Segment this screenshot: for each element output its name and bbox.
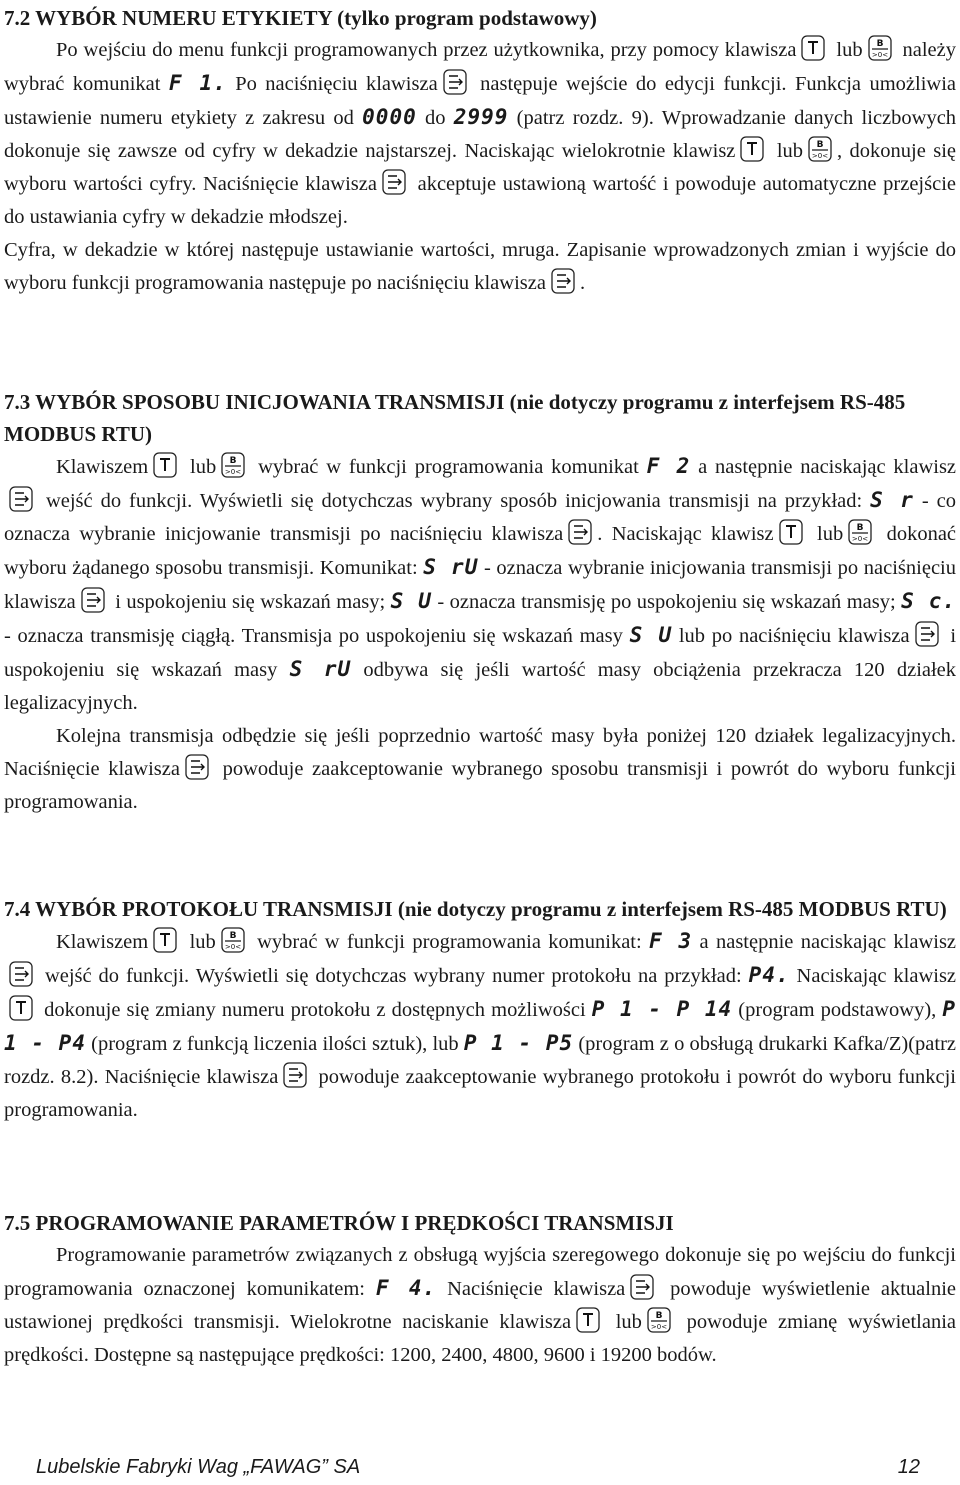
text-run: wejść do funkcji. Wyświetli się dotychczas wybrany numer protokołu na przykład: [44,965,742,987]
text-run: (program podstawowy), [738,999,937,1021]
print-enter-key-icon [915,621,939,647]
text-run: . [579,272,586,294]
text-run: a następnie naciskając klawisz [699,931,957,953]
text-run: Po wejściu do menu funkcji programowanych przez użytkownika, przy pomocy klawisza [56,39,797,61]
display-message: S U [390,589,432,613]
display-message: P4. [748,963,790,987]
display-message: 0000 [362,105,417,129]
text-run: (patrz rozdz. 9). Wprowadzanie danych liczbowych dokonuje się zawsze od cyfry w dekadzie najstarszej. Naciskając wielokrotnie klawisz [4,107,957,162]
print-enter-key-icon [630,1274,654,1300]
section-heading: 7.4 WYBÓR PROTOKOŁU TRANSMISJI (nie dotyczy programu z interfejsem RS-485 MODBUS RTU) [4,897,947,921]
text-run: wybrać w funkcji programowania komunikat: [257,931,642,953]
page-footer [36,1456,920,1479]
print-enter-key-icon [382,169,406,195]
svg-text:B: B [229,931,237,941]
tare-key-icon [9,995,33,1021]
text-run: lub po naciśnięciu klawisza [678,625,910,647]
svg-text:B: B [816,140,824,150]
text-run: (program z funkcją liczenia ilości sztuk), lub [91,1033,459,1055]
section-7-4 [4,893,956,1127]
paragraph [4,234,956,300]
text-run: Kolejna transmisja odbędzie się jeśli poprzednio wartość masy była poniżej 120 działek legalizacyjnych. Naciśnięcie klawisza [4,725,956,780]
text-run: (program z o obsługą drukarki Kafka/Z)(patrz rozdz. 8.2). Naciśnięcie klawisza [4,1033,957,1088]
paragraph [4,450,956,720]
text-run: akceptuje ustawioną wartość i powoduje automatyczne przejście do ustawiania cyfry w dekadzie młodszej. [4,173,956,228]
display-message: F 4. [375,1276,437,1300]
text-run: - oznacza transmisję ciągłą. Transmisja po uspokojeniu się wskazań masy [4,625,623,647]
text-run: - oznacza transmisję po uspokojeniu się wskazań masy; [437,591,896,613]
zero-key-icon [221,452,245,478]
paragraph [4,720,956,819]
text-run: Naciśnięcie klawisza [447,1278,626,1300]
text-run: dokonuje się zmiany numeru protokołu z dostępnych możliwości [44,999,586,1021]
tare-key-icon [740,136,764,162]
text-run: powoduje zaakceptowanie wybranego protokołu i powrót do wyboru funkcji programowania. [4,1066,956,1121]
text-run: lub [615,1311,642,1333]
text-run: wejść do funkcji. Wyświetli się dotychczas wybrany sposób inicjowania transmisji na przykład: [45,490,863,512]
text-run: i uspokojeniu się wskazań masy; [115,591,386,613]
text-run: Klawiszem [56,931,149,953]
display-message: P 1 - P4 [4,997,957,1055]
svg-text:>0<: >0< [871,51,888,59]
svg-text:B: B [856,523,864,533]
text-run: . Naciskając klawisz [597,523,774,545]
text-run: powoduje zaakceptowanie wybranego sposobu transmisji i powrót do wyboru funkcji programowania. [4,758,956,813]
text-run: Po naciśnięciu klawisza [235,73,438,95]
tare-key-icon [779,519,803,545]
zero-key-icon [221,927,245,953]
footer-company: Lubelskie Fabryki Wag „FAWAG” SA [36,1456,361,1478]
text-run: Programowanie parametrów związanych z obsługą wyjścia szeregowego dokonuje się po wejściu do funkcji programowania oznaczonej komunikatem: [4,1244,956,1300]
section-heading: 7.3 WYBÓR SPOSOBU INICJOWANIA TRANSMISJI (nie dotyczy programu z interfejsem RS-485 MODBUS RTU) [4,390,906,446]
text-run: i uspokojeniu się wskazań masy [4,625,957,681]
paragraph [4,1239,956,1372]
svg-text:B: B [655,1311,663,1321]
text-run: lub [817,523,844,545]
print-enter-key-icon [443,69,467,95]
text-run: lub [190,456,217,478]
print-enter-key-icon [551,268,575,294]
text-run: a następnie naciskając klawisz [698,456,957,478]
text-run: powoduje zmianę wyświetlania prędkości. Dostępne są następujące prędkości: 1200, 2400, 4800, 9600 i 19200 bodów. [4,1311,957,1366]
text-run: Naciskając klawisz [796,965,957,987]
text-run: wybrać w funkcji programowania komunikat [258,456,639,478]
print-enter-key-icon [568,519,592,545]
text-run: dokonać wyboru żądanego sposobu transmisji. Komunikat: [4,523,957,579]
display-message: S c. [901,589,957,613]
text-run: odbywa się jeśli wartość masy obciążenia przekracza 120 działek legalizacyjnych. [4,659,957,714]
text-run: należy wybrać komunikat [4,39,956,95]
svg-text:>0<: >0< [224,943,241,951]
display-message: S rU [423,555,479,579]
zero-key-icon [868,35,892,61]
tare-key-icon [801,35,825,61]
text-run: lub [776,140,804,162]
text-run: , dokonuje się wyboru wartości cyfry. Naciśnięcie klawisza [4,140,957,195]
print-enter-key-icon [9,961,33,987]
text-run: powoduje wyświetlenie aktualnie ustawionej prędkości transmisji. Wielokrotne naciskanie klawisza [4,1278,957,1333]
tare-key-icon [576,1307,600,1333]
print-enter-key-icon [9,486,33,512]
display-message: F 1. [168,71,227,95]
section-7-2 [4,2,956,300]
print-enter-key-icon [81,587,105,613]
text-run: do [425,107,446,129]
svg-text:>0<: >0< [852,535,869,543]
svg-text:B: B [229,456,237,466]
display-message: P 1 - P5 [463,1031,574,1055]
display-message: F 2 [646,454,691,478]
text-run: lub [836,39,863,61]
section-7-3 [4,386,956,819]
page-number: 12 [897,1456,920,1478]
text-run: Cyfra, w dekadzie w której następuje ustawianie wartości, mruga. Zapisanie wprowadzonych zmian i wyjście do wyboru funkcji programowania następuje po naciśnięciu klawisza [4,239,956,294]
tare-key-icon [153,927,177,953]
paragraph [4,925,956,1127]
svg-text:>0<: >0< [811,152,829,160]
section-7-5 [4,1207,956,1372]
zero-key-icon [848,519,872,545]
section-heading: 7.2 WYBÓR NUMERU ETYKIETY (tylko program podstawowy) [4,6,597,30]
tare-key-icon [153,452,177,478]
display-message: S r [870,488,914,512]
text-run: Klawiszem [56,456,149,478]
text-run: lub [189,931,216,953]
section-heading: 7.5 PROGRAMOWANIE PARAMETRÓW I PRĘDKOŚCI TRANSMISJI [4,1211,674,1235]
display-message: F 3 [649,929,693,953]
zero-key-icon [647,1307,671,1333]
display-message: P 1 - P 14 [591,997,733,1021]
svg-text:>0<: >0< [225,468,242,476]
zero-key-icon [808,136,832,162]
svg-text:B: B [876,39,884,49]
text-run: następuje wejście do edycji funkcji. Funkcja umożliwia ustawienie numeru etykiety z zakresu od [4,73,956,129]
display-message: S U [629,623,673,647]
print-enter-key-icon [185,754,209,780]
display-message: S rU [289,657,352,681]
text-run: - oznacza wybranie inicjowania transmisji po naciśnięciu klawisza [4,557,956,613]
display-message: 2999 [453,105,509,129]
paragraph [4,34,956,234]
print-enter-key-icon [283,1062,307,1088]
svg-text:>0<: >0< [650,1323,668,1331]
text-run: - co oznacza wybranie inicjowanie transmisji po naciśnięciu klawisza [4,490,957,545]
